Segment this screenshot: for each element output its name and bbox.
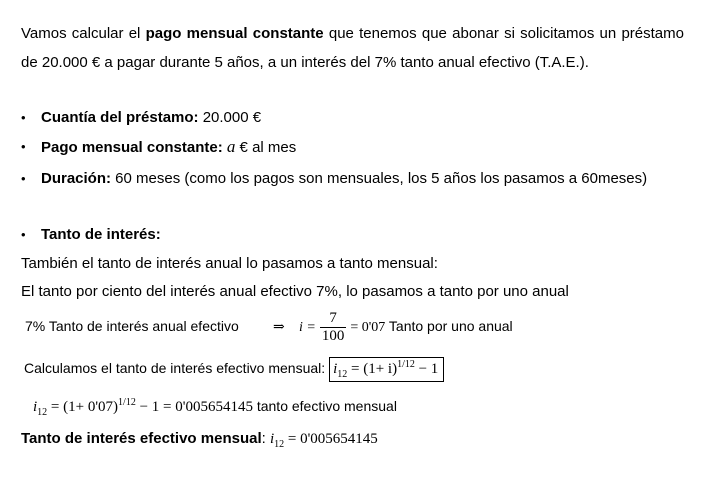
fraction: [320, 310, 347, 345]
equation-3: [33, 397, 397, 418]
fraction-denominator: 100: [321, 328, 345, 344]
fraction-numerator: 7: [320, 310, 347, 328]
eq1-left: 7% Tanto de interés anual efectivo: [25, 318, 239, 335]
result-var: i: [269, 431, 275, 447]
equation-1: [25, 310, 513, 345]
bullet-tanto: [21, 219, 684, 250]
bullet-icon: •: [21, 110, 26, 125]
bullet-label: Tanto de interés:: [41, 226, 161, 243]
eq2-rhs: = (1+ i): [347, 361, 398, 377]
eq3-var: i: [33, 399, 38, 415]
eq2-exp: 1/12: [397, 359, 415, 370]
equation-2: [24, 357, 444, 382]
bullet-value: 20.000 €: [198, 109, 262, 126]
intro-text: Vamos calcular el: [21, 25, 146, 42]
eq3-tail: − 1 = 0'005654145: [135, 399, 253, 415]
eq2-tail: − 1: [414, 361, 439, 377]
implies-icon: ⇒: [273, 320, 285, 336]
bullet-label: Cuantía del préstamo:: [41, 109, 199, 126]
variable-a: a: [226, 137, 236, 156]
bullet-label: Pago mensual constante:: [41, 139, 223, 156]
bullet-pago: [21, 131, 684, 163]
bullet-cuantia: [21, 102, 684, 133]
text-line-2: El tanto por ciento del interés anual efectivo 7%, lo pasamos a tanto por uno anual: [21, 283, 569, 300]
result-rhs: = 0'005654145: [284, 431, 378, 447]
eq2-sub: 12: [337, 369, 348, 380]
bullet-value: € al mes: [235, 139, 297, 156]
bullet-value: 60 meses (como los pagos son mensuales, los 5 años los pasamos a 60meses): [111, 170, 648, 187]
eq3-rhs: = (1+ 0'07): [47, 399, 119, 415]
bullet-icon: •: [21, 139, 26, 154]
bullet-label: Duración:: [41, 170, 112, 187]
text-line-1: También el tanto de interés anual lo pasamos a tanto mensual:: [21, 255, 438, 272]
result-line: [21, 430, 378, 450]
intro-paragraph: [21, 20, 684, 77]
eq3-exp: 1/12: [118, 397, 136, 408]
bullet-duracion: [21, 164, 684, 194]
eq2-label: Calculamos el tanto de interés efectivo mensual:: [24, 360, 326, 376]
intro-text-2: que tenemos que abonar si solicitamos un préstamo de 20.000 € a pagar durante 5 años, a un interés del 7% tanto anual efectivo (T.A.E.).: [21, 25, 684, 71]
intro-bold: pago mensual constante: [145, 25, 324, 42]
result-colon: :: [261, 430, 270, 447]
eq3-sub: 12: [37, 407, 48, 418]
formula-box: [329, 357, 444, 382]
eq3-label: tanto efectivo mensual: [252, 398, 397, 414]
eq2-var: i: [333, 361, 338, 377]
bullet-icon: •: [21, 227, 26, 242]
result-label: Tanto de interés efectivo mensual: [21, 430, 262, 447]
eq1-rhs: = 0'07: [350, 320, 386, 336]
eq1-label: Tanto por uno anual: [385, 318, 513, 335]
eq1-lhs: i =: [299, 320, 316, 336]
bullet-icon: •: [21, 171, 26, 186]
result-sub: 12: [274, 439, 285, 450]
